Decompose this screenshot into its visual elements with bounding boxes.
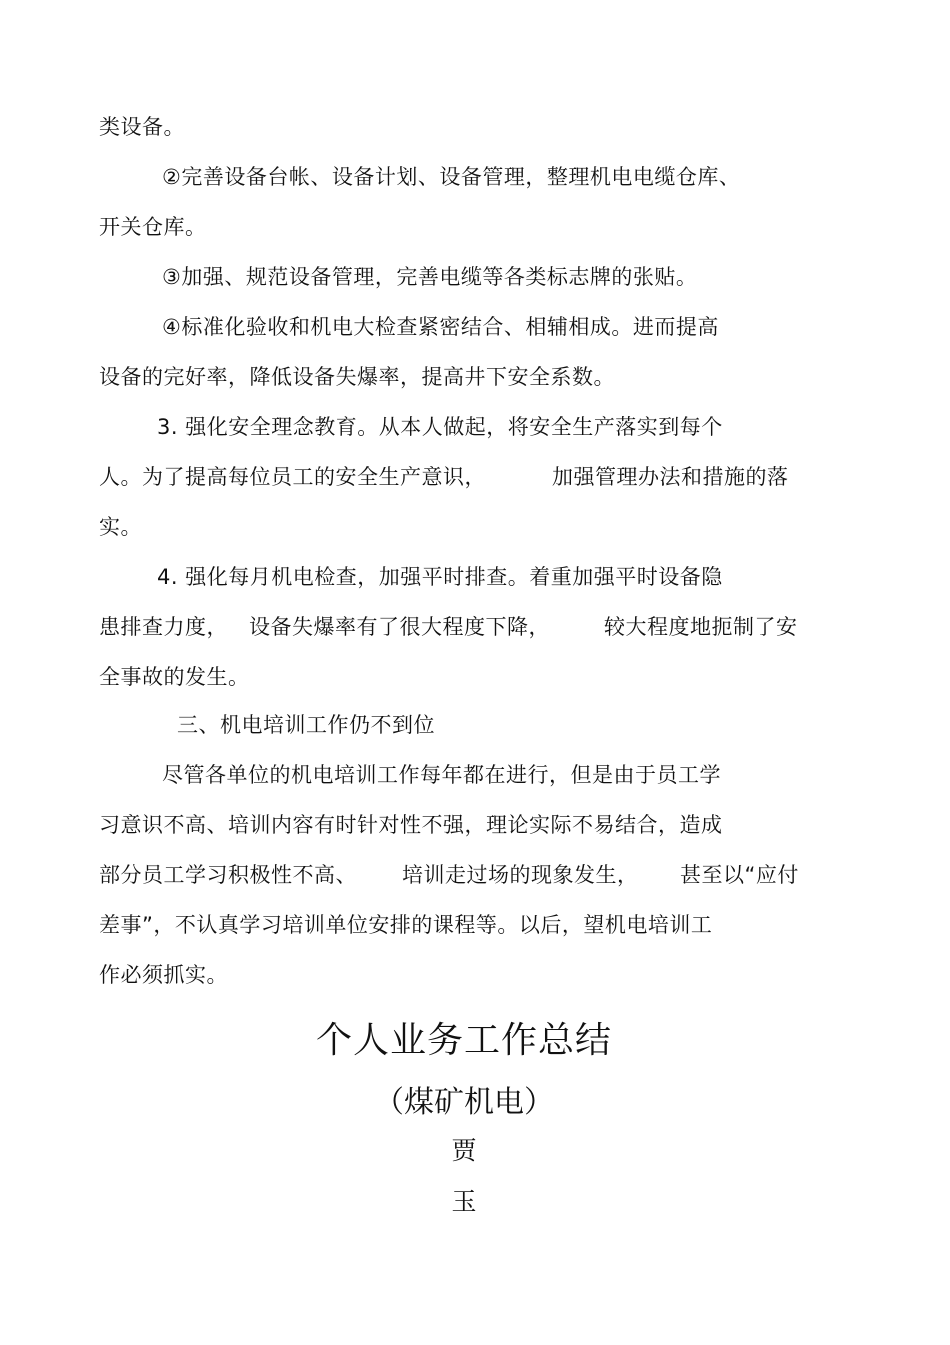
text-line: 较大程度地扼制了安 — [604, 615, 798, 639]
text-line: 3. 强化安全理念教育。从本人做起，将安全生产落实到每个 — [157, 415, 723, 439]
text-line: 培训走过场的现象发生， — [402, 863, 639, 887]
text-line: 部分员工学习积极性不高、 — [99, 863, 357, 887]
section-heading: 三、机电培训工作仍不到位 — [177, 713, 435, 737]
text-line: 人。为了提高每位员工的安全生产意识， — [99, 465, 486, 489]
text-line: 患排查力度， — [99, 615, 228, 639]
text-line: 4. 强化每月机电检查，加强平时排查。着重加强平时设备隐 — [157, 565, 723, 589]
text-line: 尽管各单位的机电培训工作每年都在进行，但是由于员工学 — [162, 763, 721, 787]
author-name-char: 贾 — [451, 1136, 477, 1165]
author-name-char: 玉 — [451, 1187, 477, 1216]
text-line: 设备的完好率，降低设备失爆率，提高井下安全系数。 — [99, 365, 615, 389]
text-line: 习意识不高、培训内容有时针对性不强，理论实际不易结合，造成 — [99, 813, 723, 837]
document-title: 个人业务工作总结 — [315, 1020, 612, 1061]
text-line: 作必须抓实。 — [99, 963, 228, 987]
text-line: 开关仓库。 — [99, 215, 207, 239]
text-line: 差事”，不认真学习培训单位安排的课程等。以后，望机电培训工 — [99, 913, 713, 937]
text-line: 加强管理办法和措施的落 — [552, 465, 789, 489]
text-line: 设备失爆率有了很大程度下降， — [249, 615, 550, 639]
text-line: 全事故的发生。 — [99, 665, 250, 689]
document-subtitle: （煤矿机电） — [374, 1085, 554, 1120]
text-line: ③加强、规范设备管理，完善电缆等各类标志牌的张贴。 — [162, 265, 698, 289]
text-line: ②完善设备台帐、设备计划、设备管理，整理机电电缆仓库、 — [162, 165, 741, 189]
text-line: 实。 — [99, 515, 142, 539]
text-line: ④标准化验收和机电大检查紧密结合、相辅相成。进而提高 — [162, 315, 719, 339]
text-line: 甚至以“应付 — [680, 863, 799, 887]
text-line: 类设备。 — [99, 115, 185, 139]
